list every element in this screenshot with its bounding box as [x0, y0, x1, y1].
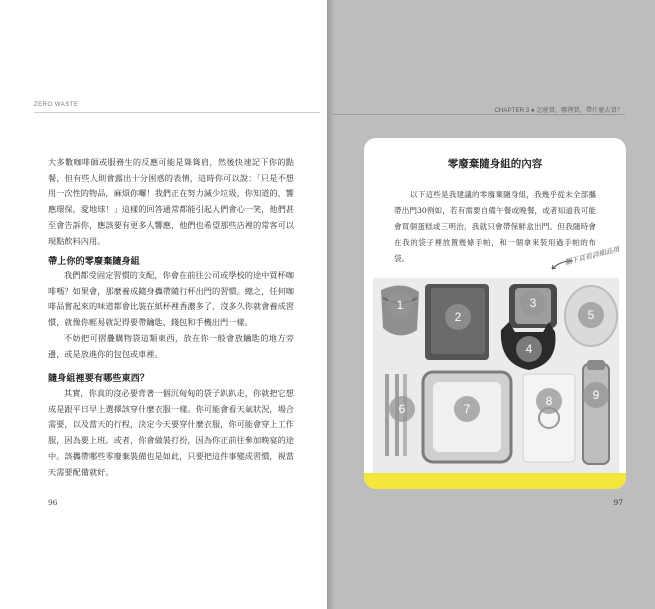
section-heading-2-text: 隨身組裡要有哪些東西？ [48, 373, 150, 384]
item-number-badge: 3 [520, 290, 546, 316]
paragraph-2: 我們都受固定習慣的支配，你會在前往公司或學校的途中買杯咖啡嗎？如果會，那麼養成隨身攜帶隨行杯出門的習慣。總之，任何咖啡品嘗起來的味道都會比裝在紙杯裡香濃多了，沒多久你就會養成習慣，就像你輕易就記得要帶鑰匙、錢包和手機出門一樣。 [48, 270, 294, 328]
header-divider [34, 112, 320, 113]
left-page [0, 0, 327, 609]
card-title-text: 零廢棄隨身組的內容 [447, 158, 543, 170]
header-divider [333, 114, 625, 115]
item-number-badge: 1 [387, 292, 413, 318]
card-accent-strip [364, 473, 626, 489]
chapter-header: CHAPTER 3 ● 怎麼買，哪裡買，帶什麼去買？ [494, 107, 623, 114]
item-number-badge: 7 [454, 396, 480, 422]
item-number-badge: 9 [583, 382, 609, 408]
card-intro: 以下這些是我建議的零廢棄隨身組，我幾乎從未全部攜帶出門30例如，若有需要自備午餐或晚餐，或者知道我可能會買個蛋糕或三明治，我就只會帶保鮮盒出門。但我隨時會在我的袋子裡放置幾條手帕，和一個拿來裝用過手帕的布袋。 [394, 190, 596, 263]
paragraph-3: 不妨把可摺疊購物袋這類東西，放在你一般會放鑰匙的地方旁邊，或是放進你的包包或車裡。 [48, 333, 294, 359]
item-number-badge: 5 [578, 302, 604, 328]
arrow-icon [549, 258, 575, 272]
item-number-badge: 2 [445, 304, 471, 330]
section-heading-1-text: 帶上你的零廢棄隨身組 [48, 256, 140, 267]
kit-items-photo [373, 278, 619, 474]
section-heading-1 [48, 253, 140, 267]
paragraph-4: 其實，你真的沒必要背著一個沉甸甸的袋子趴趴走，你就把它想成是跟平日早上選擇該穿什麼衣服一樣。你可能會看天氣狀況，場合需要，以及當天的行程，決定今天要穿什麼衣服，你可能會穿上工作服，因為要上班。或者，你會做裝打扮，因為你正前往參加晚宴的途中。該攜帶哪些零廢棄裝備也是如此，只要把這件事變成習慣，視當天需要配備就好。 [48, 388, 294, 477]
item-number-badge: 6 [389, 396, 415, 422]
item-number-badge: 4 [516, 336, 542, 362]
handwritten-note: 翻下頁看詳細品項 [563, 245, 621, 267]
page-number-left: 96 [48, 498, 58, 507]
section-heading-2 [48, 370, 149, 384]
brand-header: ZERO WASTE [34, 102, 79, 108]
paragraph-1: 大多數咖啡師或服務生的反應可能是聳聳肩，然後快速記下你的點餐，但有些人則會露出十分困惑的表情，這時你可以說：「只是不想用一次性的物品，麻煩你囉！我們正在努力減少垃圾，你知道的，響應環保，愛地球！」這樣的回答通常都能引起人們會心一笑，他們甚至會告訴你，應該要有更多人響應，他們也希望那些店裡的常客可以現點飲料內用。 [48, 157, 294, 246]
card-title [364, 156, 626, 171]
item-number-badge: 8 [536, 388, 562, 414]
zero-waste-kit-card [364, 138, 626, 489]
page-number-right: 97 [613, 498, 623, 507]
book-spine-shadow [327, 0, 335, 609]
right-page [327, 0, 655, 609]
